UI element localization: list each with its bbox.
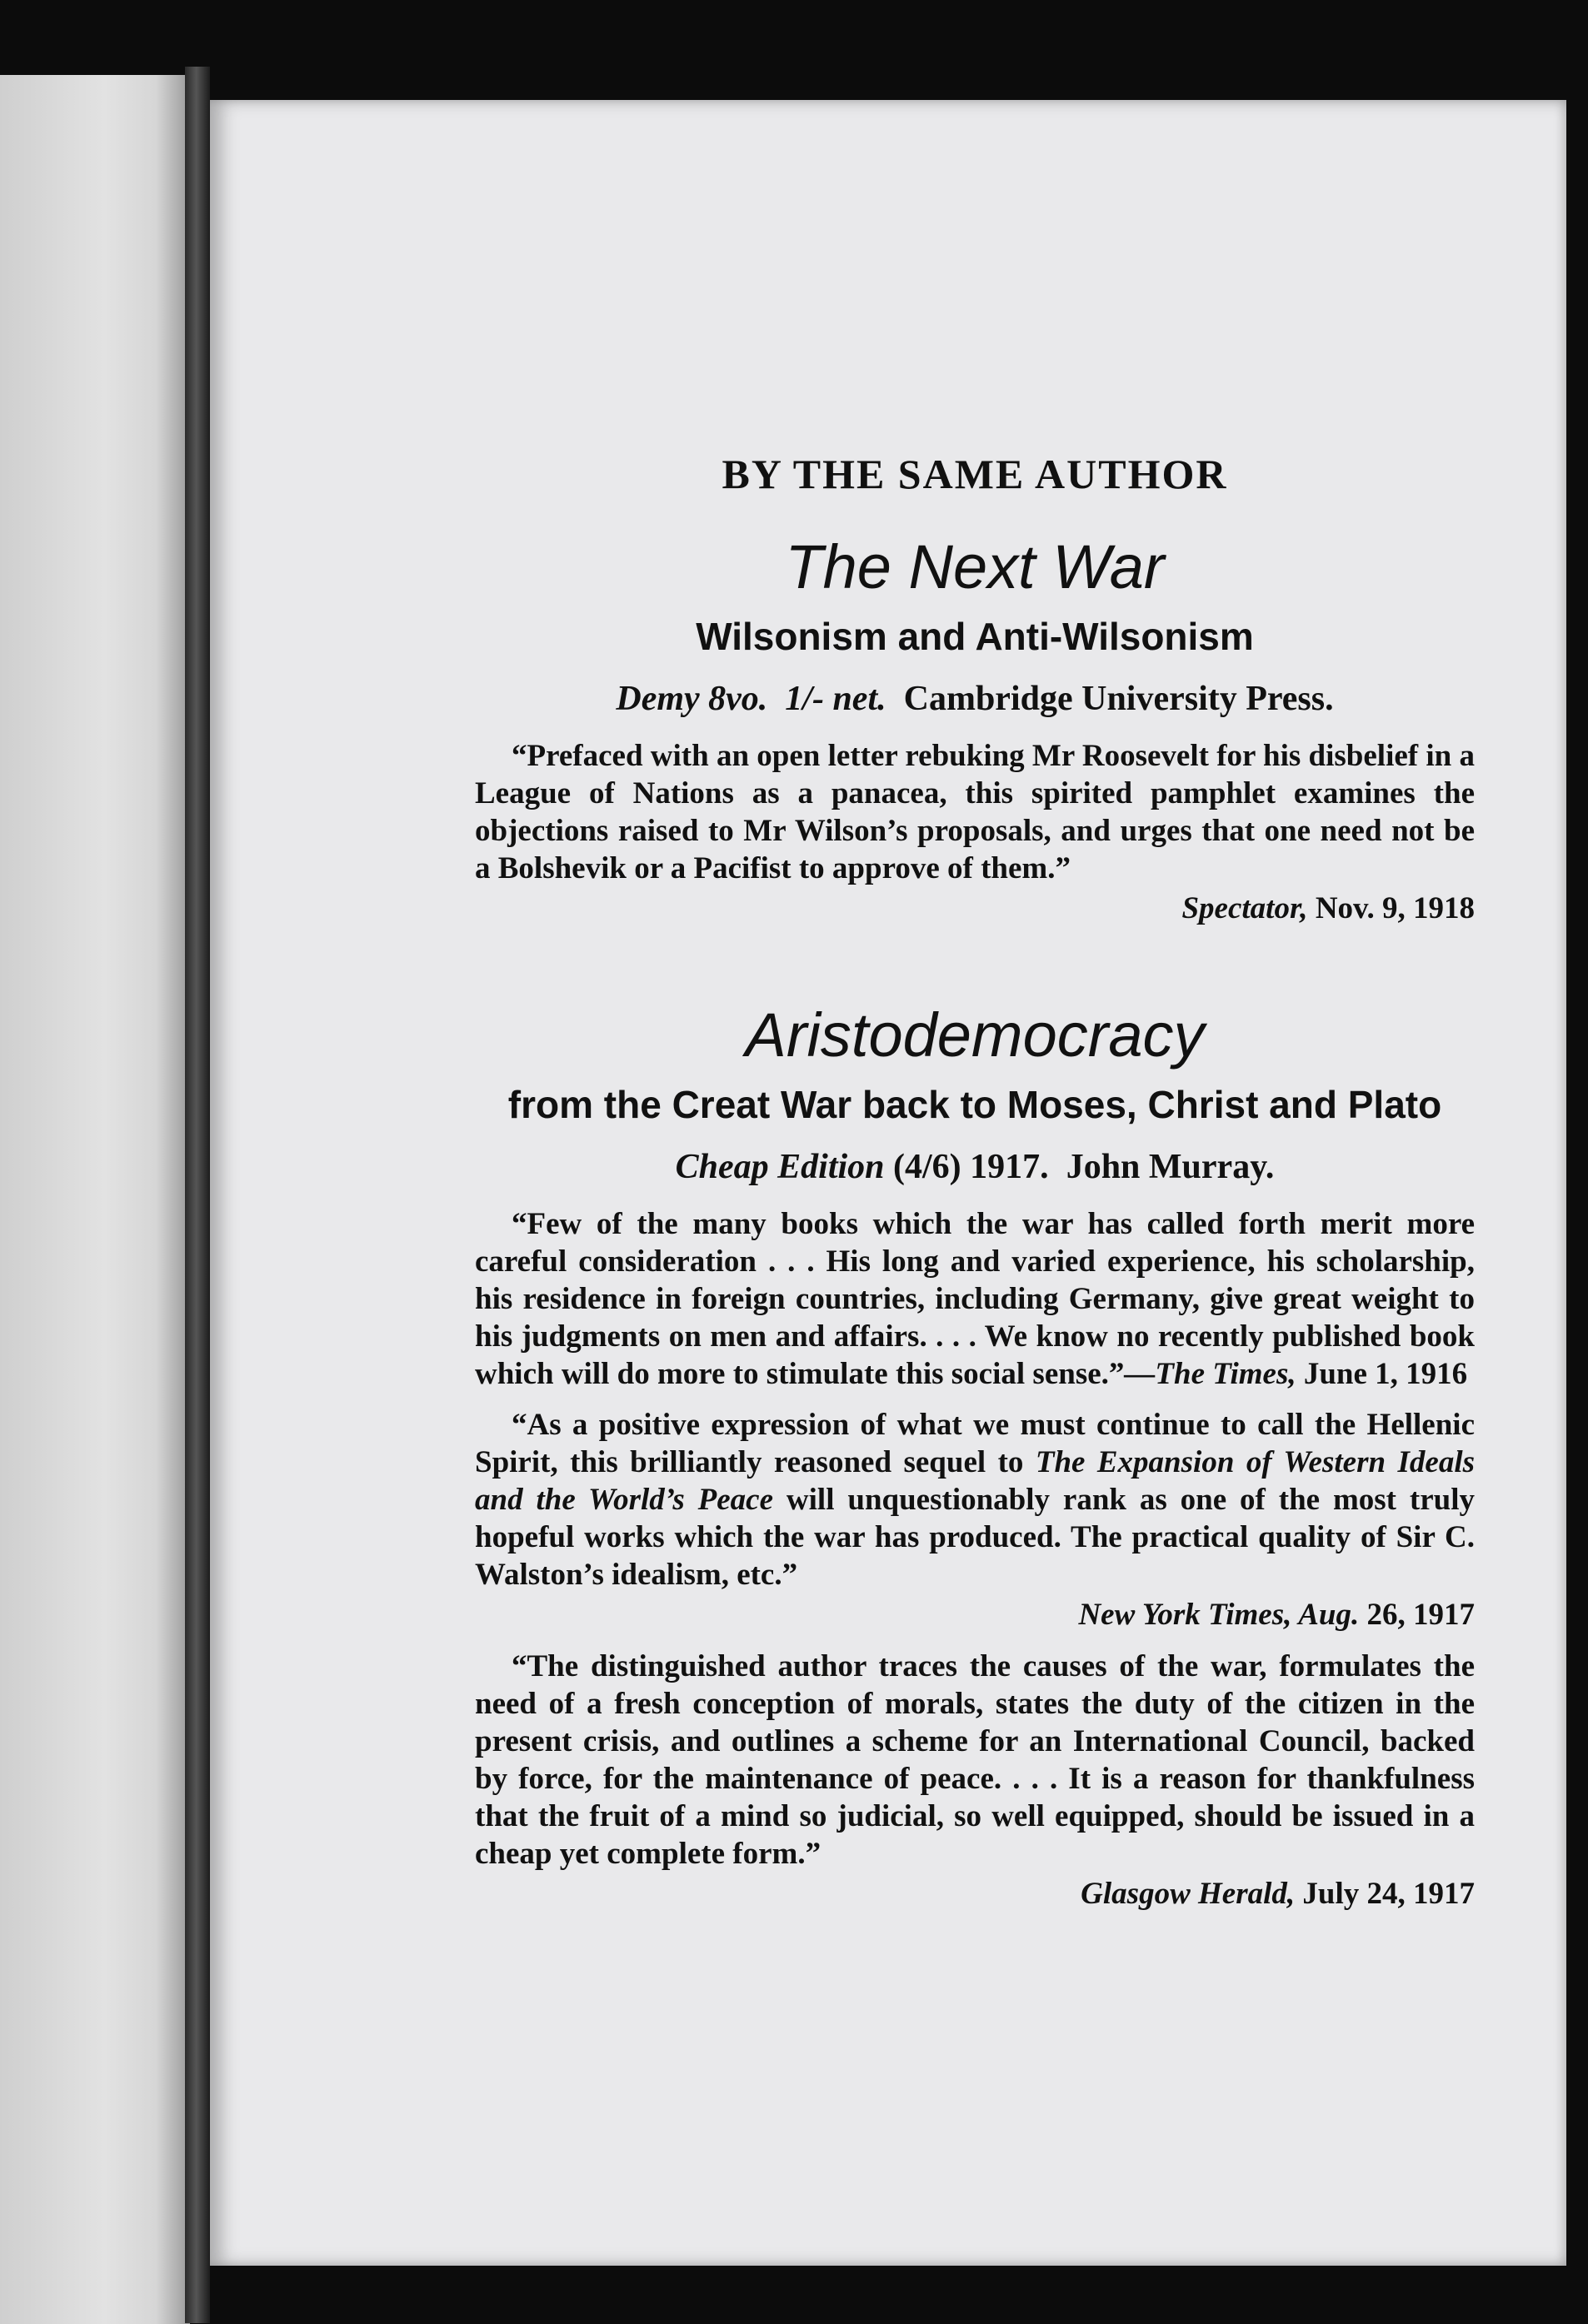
book1-format: Demy 8vo. <box>616 680 768 718</box>
book2-review-quote-3: “The distinguished author traces the causes of the war, formulates the need of a fresh conception of morals, states the duty of the citizen in the present crisis, and outlines a scheme for an International Council, backed by force, for the maintenance of peace. . . . It is a reason for thankfulness that the fruit of a mind so judicial, so well equipped, should be issued in a cheap yet complete form.” <box>475 1649 1475 1871</box>
book2-info <box>475 1147 1475 1187</box>
book2-quote3-source-name: Glasgow Herald, <box>1081 1877 1296 1911</box>
spacer <box>475 1393 1475 1406</box>
book2-edition: Cheap Edition <box>675 1148 885 1186</box>
book2-quote1-source-name: —The Times, <box>1124 1357 1296 1391</box>
book1-source-name: Spectator, <box>1181 891 1308 925</box>
book2-quote2-book-title: The Expansion of Western Ideals and the World’s Peace <box>475 1445 1475 1517</box>
book2-quote2-part1: “As a positive expression of what we must continue to call the Hellenic Spirit, this brilliantly reasoned sequel to <box>475 1408 1475 1479</box>
book1-title: The Next War <box>785 532 1165 601</box>
book1-subtitle: Wilsonism and Anti-Wilsonism <box>696 615 1254 658</box>
book2-quote1-text: “Few of the many books which the war has called forth merit more careful consideration . . . His long and varied experience, his scholarship, his residence in foreign countries, including Germany, give great weight to his judgments on men and affairs. . . . We know no recently published book which will do more to stimulate this social sense.” <box>475 1207 1475 1391</box>
book2-quote3-source-date: July 24, 1917 <box>1302 1877 1475 1911</box>
left-page-edge <box>0 75 190 2324</box>
book1-publisher: Cambridge University Press. <box>903 680 1334 718</box>
book2-review-quote-2 <box>475 1406 1475 1593</box>
book2-quote2-source-date: 26, 1917 <box>1366 1598 1475 1632</box>
book1-source-date: Nov. 9, 1918 <box>1315 891 1475 925</box>
book2-price-year: (4/6) 1917. <box>893 1148 1049 1186</box>
book2-quote2-part2: will unquestionably rank as one of the most truly hopeful works which the war has produced. The practical quality of Sir C. Walston’s idealism, etc.” <box>475 1483 1475 1592</box>
book1-review-source <box>475 890 1475 926</box>
book-spine <box>185 67 210 2323</box>
book1-review-quote: “Prefaced with an open letter rebuking Mr Roosevelt for his disbelief in a League of Nations as a panacea, this spirited pamphlet examines the objections raised to Mr Wilson’s proposals, and urges that one need not be a Bolshevik or a Pacifist to approve of them.” <box>475 739 1475 885</box>
section-heading: BY THE SAME AUTHOR <box>722 451 1228 497</box>
book2-subtitle: from the Creat War back to Moses, Christ and Plato <box>507 1083 1442 1126</box>
page <box>210 100 1566 2266</box>
book2-title: Aristodemocracy <box>745 1000 1205 1070</box>
book2-quote1-source-date: June 1, 1916 <box>1303 1357 1468 1391</box>
page-content <box>475 450 1475 1927</box>
book1-price: 1/- net. <box>785 680 886 718</box>
book2-quote2-source <box>475 1597 1475 1633</box>
book2-quote3-source <box>475 1876 1475 1912</box>
book2-publisher: John Murray. <box>1066 1148 1275 1186</box>
book2-review-quote-1 <box>475 1205 1475 1393</box>
spacer <box>475 941 1475 1000</box>
book1-info <box>475 679 1475 719</box>
book2-quote2-source-name: New York Times, Aug. <box>1078 1598 1360 1632</box>
